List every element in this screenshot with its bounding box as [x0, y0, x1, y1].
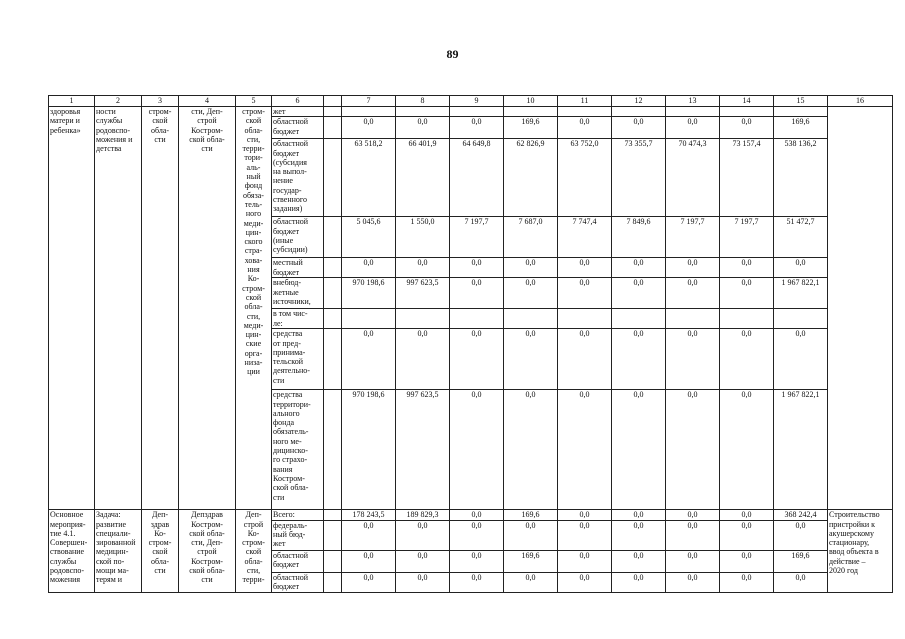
value-cell: 997 623,5 — [396, 390, 450, 510]
value-cell: 0,0 — [774, 572, 828, 592]
spacer-cell — [324, 390, 342, 510]
header-row — [49, 96, 893, 107]
value-cell: 970 198,6 — [342, 278, 396, 309]
funding-source-cell: жет — [272, 107, 324, 117]
value-cell — [612, 107, 666, 117]
value-cell: 169,6 — [504, 510, 558, 520]
value-cell: 0,0 — [666, 329, 720, 390]
value-cell: 0,0 — [558, 572, 612, 592]
header-cell: 15 — [774, 96, 828, 107]
value-cell: 0,0 — [558, 329, 612, 390]
column-1-cell: здоровья матери и ребенка» — [49, 107, 95, 510]
value-cell: 0,0 — [720, 258, 774, 278]
value-cell: 0,0 — [666, 520, 720, 550]
funding-source-cell: областной бюджет (субсидия на выпол- нение государ- ственного задания) — [272, 139, 324, 217]
value-cell: 0,0 — [504, 520, 558, 550]
value-cell: 0,0 — [342, 329, 396, 390]
value-cell: 7 197,7 — [720, 217, 774, 258]
funding-source-cell: областной бюджет — [272, 117, 324, 139]
value-cell: 0,0 — [504, 572, 558, 592]
value-cell: 0,0 — [342, 117, 396, 139]
value-cell: 0,0 — [396, 550, 450, 572]
value-cell: 0,0 — [774, 329, 828, 390]
value-cell: 0,0 — [504, 258, 558, 278]
value-cell: 0,0 — [396, 117, 450, 139]
value-cell: 0,0 — [450, 329, 504, 390]
column-1-cell: Основное мероприя- тие 4.1. Совершен- ствование службы родовспо- можения — [49, 510, 95, 592]
value-cell: 538 136,2 — [774, 139, 828, 217]
value-cell: 7 849,6 — [612, 217, 666, 258]
page-number: 89 — [446, 47, 459, 61]
value-cell: 0,0 — [720, 278, 774, 309]
value-cell: 0,0 — [612, 278, 666, 309]
funding-source-cell: средства территори- ального фонда обязатель- ного ме- дицинско- го страхо- вания Костром- ской обла- сти — [272, 390, 324, 510]
column-4-cell: сти, Деп- строй Костром- ской обла- сти — [179, 107, 236, 510]
column-3-cell: стром- ской обла- сти — [142, 107, 179, 510]
spacer-cell — [324, 309, 342, 329]
header-cell: 12 — [612, 96, 666, 107]
header-cell: 10 — [504, 96, 558, 107]
spacer-cell — [324, 107, 342, 117]
value-cell: 0,0 — [720, 520, 774, 550]
value-cell: 1 967 822,1 — [774, 390, 828, 510]
value-cell: 169,6 — [774, 117, 828, 139]
value-cell: 0,0 — [612, 520, 666, 550]
value-cell — [396, 107, 450, 117]
header-cell: 9 — [450, 96, 504, 107]
value-cell: 66 401,9 — [396, 139, 450, 217]
header-cell: 16 — [828, 96, 893, 107]
column-2-cell: Задача: развитие специали- зированной медицин- ской по- мощи ма- терям и — [95, 510, 142, 592]
value-cell: 64 649,8 — [450, 139, 504, 217]
value-cell: 0,0 — [612, 329, 666, 390]
value-cell: 0,0 — [612, 572, 666, 592]
funding-source-cell: Всего: — [272, 510, 324, 520]
table-row — [49, 510, 893, 520]
value-cell: 0,0 — [450, 510, 504, 520]
value-cell: 0,0 — [666, 572, 720, 592]
value-cell — [612, 309, 666, 329]
value-cell: 169,6 — [504, 117, 558, 139]
value-cell: 0,0 — [396, 258, 450, 278]
value-cell: 0,0 — [558, 278, 612, 309]
funding-source-cell: внебюд- жетные источники, — [272, 278, 324, 309]
value-cell: 62 826,9 — [504, 139, 558, 217]
value-cell: 0,0 — [396, 520, 450, 550]
header-cell — [324, 96, 342, 107]
value-cell: 178 243,5 — [342, 510, 396, 520]
value-cell: 0,0 — [396, 572, 450, 592]
value-cell: 368 242,4 — [774, 510, 828, 520]
value-cell — [666, 309, 720, 329]
header-cell: 4 — [179, 96, 236, 107]
value-cell: 0,0 — [558, 510, 612, 520]
value-cell: 0,0 — [558, 520, 612, 550]
value-cell — [450, 309, 504, 329]
value-cell — [342, 309, 396, 329]
value-cell: 0,0 — [720, 572, 774, 592]
value-cell: 0,0 — [450, 550, 504, 572]
spacer-cell — [324, 217, 342, 258]
value-cell: 169,6 — [504, 550, 558, 572]
header-cell: 7 — [342, 96, 396, 107]
column-5-cell: Деп- строй Ко- стром- ской обла- сти, терри- — [236, 510, 272, 592]
value-cell: 0,0 — [774, 520, 828, 550]
program-table — [48, 95, 893, 593]
column-2-cell: ности службы родовспо- можения и детства — [95, 107, 142, 510]
value-cell: 169,6 — [774, 550, 828, 572]
spacer-cell — [324, 520, 342, 550]
header-cell: 3 — [142, 96, 179, 107]
header-cell: 13 — [666, 96, 720, 107]
value-cell: 0,0 — [612, 390, 666, 510]
value-cell: 0,0 — [450, 390, 504, 510]
header-cell: 6 — [272, 96, 324, 107]
value-cell — [666, 107, 720, 117]
value-cell: 63 752,0 — [558, 139, 612, 217]
value-cell: 0,0 — [666, 550, 720, 572]
funding-source-cell: областной бюджет — [272, 572, 324, 592]
value-cell: 73 157,4 — [720, 139, 774, 217]
value-cell — [720, 309, 774, 329]
funding-source-cell: средства от пред- принима- тельской деятельно- сти — [272, 329, 324, 390]
value-cell — [720, 107, 774, 117]
value-cell: 0,0 — [504, 278, 558, 309]
spacer-cell — [324, 278, 342, 309]
value-cell: 0,0 — [666, 117, 720, 139]
value-cell: 7 687,0 — [504, 217, 558, 258]
header-cell: 1 — [49, 96, 95, 107]
value-cell — [396, 309, 450, 329]
spacer-cell — [324, 550, 342, 572]
value-cell: 0,0 — [450, 278, 504, 309]
header-cell: 5 — [236, 96, 272, 107]
value-cell — [558, 309, 612, 329]
value-cell: 0,0 — [558, 390, 612, 510]
value-cell — [558, 107, 612, 117]
spacer-cell — [324, 258, 342, 278]
value-cell: 0,0 — [342, 520, 396, 550]
funding-source-cell: областной бюджет (иные субсидии) — [272, 217, 324, 258]
value-cell: 51 472,7 — [774, 217, 828, 258]
value-cell: 0,0 — [666, 510, 720, 520]
column-3-cell: Деп- здрав Ко- стром- ской обла- сти — [142, 510, 179, 592]
value-cell: 0,0 — [558, 117, 612, 139]
value-cell: 5 045,6 — [342, 217, 396, 258]
column-16-cell: Строительство пристройки к акушерскому стационару, ввод объекта в действие – 2020 год — [828, 510, 893, 592]
spacer-cell — [324, 117, 342, 139]
value-cell: 0,0 — [558, 258, 612, 278]
value-cell: 0,0 — [720, 510, 774, 520]
value-cell: 0,0 — [504, 329, 558, 390]
header-cell: 8 — [396, 96, 450, 107]
value-cell — [774, 309, 828, 329]
value-cell: 1 550,0 — [396, 217, 450, 258]
table-row — [49, 107, 893, 117]
value-cell: 0,0 — [612, 117, 666, 139]
header-cell: 2 — [95, 96, 142, 107]
value-cell: 1 967 822,1 — [774, 278, 828, 309]
value-cell: 0,0 — [720, 390, 774, 510]
column-4-cell: Депздрав Костром- ской обла- сти, Деп- строй Костром- ской обла- сти — [179, 510, 236, 592]
value-cell: 73 355,7 — [612, 139, 666, 217]
value-cell — [774, 107, 828, 117]
table-body — [49, 96, 893, 593]
value-cell: 7 747,4 — [558, 217, 612, 258]
value-cell: 0,0 — [720, 329, 774, 390]
value-cell — [504, 309, 558, 329]
value-cell: 0,0 — [342, 550, 396, 572]
value-cell: 63 518,2 — [342, 139, 396, 217]
value-cell: 0,0 — [612, 550, 666, 572]
value-cell: 0,0 — [450, 258, 504, 278]
value-cell: 970 198,6 — [342, 390, 396, 510]
value-cell: 189 829,3 — [396, 510, 450, 520]
value-cell: 0,0 — [666, 278, 720, 309]
value-cell: 7 197,7 — [666, 217, 720, 258]
value-cell: 0,0 — [666, 258, 720, 278]
value-cell: 0,0 — [396, 329, 450, 390]
value-cell: 0,0 — [342, 258, 396, 278]
value-cell: 0,0 — [720, 117, 774, 139]
value-cell: 0,0 — [342, 572, 396, 592]
value-cell: 0,0 — [720, 550, 774, 572]
value-cell: 7 197,7 — [450, 217, 504, 258]
value-cell: 0,0 — [450, 520, 504, 550]
spacer-cell — [324, 510, 342, 520]
value-cell — [504, 107, 558, 117]
header-cell: 11 — [558, 96, 612, 107]
funding-source-cell: областной бюджет — [272, 550, 324, 572]
value-cell: 0,0 — [558, 550, 612, 572]
spacer-cell — [324, 572, 342, 592]
funding-source-cell: в том чис- ле: — [272, 309, 324, 329]
value-cell: 0,0 — [450, 117, 504, 139]
funding-source-cell: федераль- ный бюд- жет — [272, 520, 324, 550]
value-cell: 0,0 — [504, 390, 558, 510]
value-cell — [450, 107, 504, 117]
value-cell: 70 474,3 — [666, 139, 720, 217]
value-cell: 0,0 — [612, 510, 666, 520]
value-cell — [342, 107, 396, 117]
value-cell: 997 623,5 — [396, 278, 450, 309]
header-cell: 14 — [720, 96, 774, 107]
column-5-cell: стром- ской обла- сти, терри- тори- аль- ный фонд обяза- тель- ного меди- цин- ского стра- хова- ния Ко- стром- ской обла- сти, меди- цин- ские орга- низа- ции — [236, 107, 272, 510]
value-cell: 0,0 — [774, 258, 828, 278]
spacer-cell — [324, 329, 342, 390]
value-cell: 0,0 — [450, 572, 504, 592]
column-16-cell — [828, 107, 893, 510]
value-cell: 0,0 — [612, 258, 666, 278]
spacer-cell — [324, 139, 342, 217]
funding-source-cell: местный бюджет — [272, 258, 324, 278]
value-cell: 0,0 — [666, 390, 720, 510]
